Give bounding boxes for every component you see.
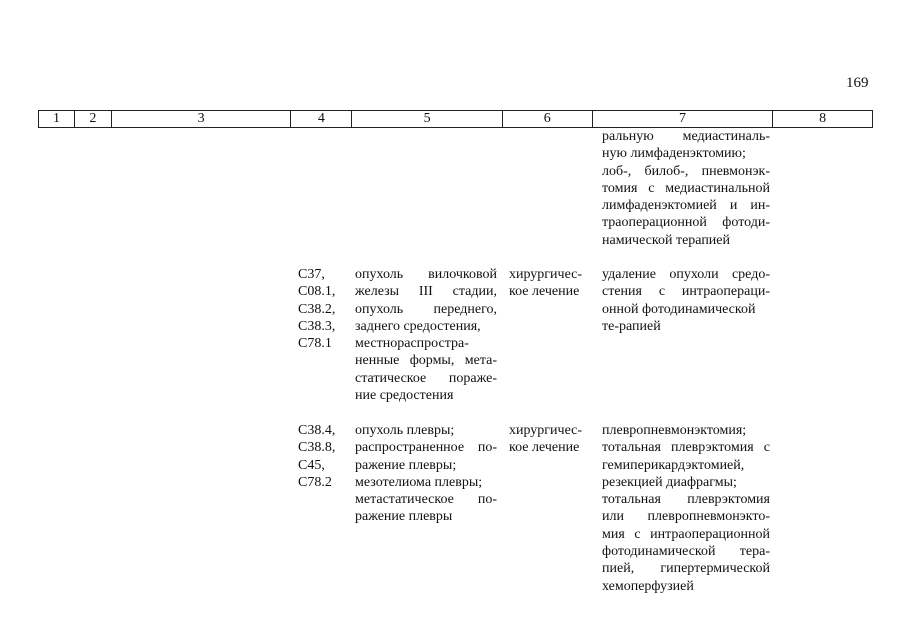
- code-line: C78.1: [298, 336, 332, 352]
- description-line: мезотелиома плевры;: [355, 474, 483, 490]
- treatment-line: мия с интраоперационной: [602, 526, 770, 542]
- description-line: ние средостения: [355, 388, 454, 404]
- description-line: железы III стадии,: [355, 284, 497, 300]
- treatment-line: удаление опухоли средо-: [602, 267, 770, 282]
- code-line: C38.2,: [298, 301, 336, 317]
- row-2-codes-cell: [298, 422, 350, 491]
- treatment-line: тотальная плеврэктомия: [602, 492, 770, 508]
- continuation-treatment-cell: [602, 128, 770, 249]
- description-line: ненные формы, мета-: [355, 353, 497, 369]
- row-2-treatment-cell: [602, 422, 770, 595]
- method-line: хирургичес-: [509, 267, 583, 282]
- treatment-line: тотальная плеврэктомия с: [602, 440, 770, 456]
- code-line: C38.4,: [298, 423, 336, 438]
- column-header-3: 3: [112, 111, 292, 127]
- code-line: C37,: [298, 267, 325, 282]
- treatment-line: фотодинамической тера-: [602, 544, 770, 560]
- treatment-line: намической терапией: [602, 232, 731, 248]
- treatment-line: плевропневмонэктомия;: [602, 423, 747, 438]
- treatment-line: пией, гипертермической: [602, 561, 770, 577]
- treatment-line: хемоперфузией: [602, 578, 694, 594]
- description-line: заднего средостения,: [355, 318, 481, 334]
- code-line: C78.2: [298, 474, 332, 490]
- treatment-line: онной фотодинамической: [602, 301, 756, 317]
- treatment-line: траоперационной фотоди-: [602, 215, 770, 231]
- row-1-codes-cell: [298, 266, 350, 352]
- code-line: C08.1,: [298, 284, 336, 300]
- code-line: C38.3,: [298, 318, 336, 334]
- description-line: ражение плевры: [355, 509, 453, 525]
- description-line: опухоль плевры;: [355, 423, 455, 438]
- column-header-8: 8: [819, 111, 827, 126]
- description-line: распространенное по-: [355, 440, 497, 456]
- treatment-line: те-рапией: [602, 318, 661, 334]
- treatment-line: гемиперикардэктомией,: [602, 457, 745, 473]
- row-1-treatment-cell: [602, 266, 770, 335]
- column-header-7: 7: [593, 111, 774, 127]
- treatment-line: или плевропневмонэкто-: [602, 509, 770, 525]
- treatment-line: ральную медиастиналь-: [602, 129, 770, 144]
- method-line: кое лечение: [509, 284, 580, 300]
- method-line: хирургичес-: [509, 423, 583, 438]
- treatment-line: лимфаденэктомией и ин-: [602, 198, 770, 214]
- column-header-6: 6: [503, 111, 593, 127]
- column-header-2: 2: [75, 111, 112, 127]
- description-line: опухоль переднего,: [355, 301, 497, 317]
- description-line: метастатическое по-: [355, 492, 497, 508]
- treatment-line: ную лимфаденэктомию;: [602, 146, 746, 162]
- description-line: статическое пораже-: [355, 370, 497, 386]
- row-2-method-cell: [509, 422, 593, 457]
- column-header-1: 1: [39, 111, 75, 127]
- row-1-method-cell: [509, 266, 593, 301]
- table-header-row: [38, 110, 873, 128]
- treatment-line: томия с медиастинальной: [602, 180, 770, 196]
- treatment-line: резекцией диафрагмы;: [602, 474, 737, 490]
- treatment-line: стения с интраопераци-: [602, 284, 770, 300]
- row-2-description-cell: [355, 422, 497, 526]
- code-line: C38.8,: [298, 440, 336, 456]
- row-1-description-cell: [355, 266, 497, 404]
- description-line: местнораспростра-: [355, 336, 469, 352]
- treatment-line: лоб-, билоб-, пневмонэк-: [602, 163, 770, 179]
- method-line: кое лечение: [509, 440, 580, 456]
- description-line: опухоль вилочковой: [355, 267, 497, 282]
- description-line: ражение плевры;: [355, 457, 457, 473]
- column-header-5: 5: [352, 111, 503, 127]
- code-line: C45,: [298, 457, 325, 473]
- page-number: 169: [846, 75, 869, 91]
- column-header-4: 4: [291, 111, 352, 127]
